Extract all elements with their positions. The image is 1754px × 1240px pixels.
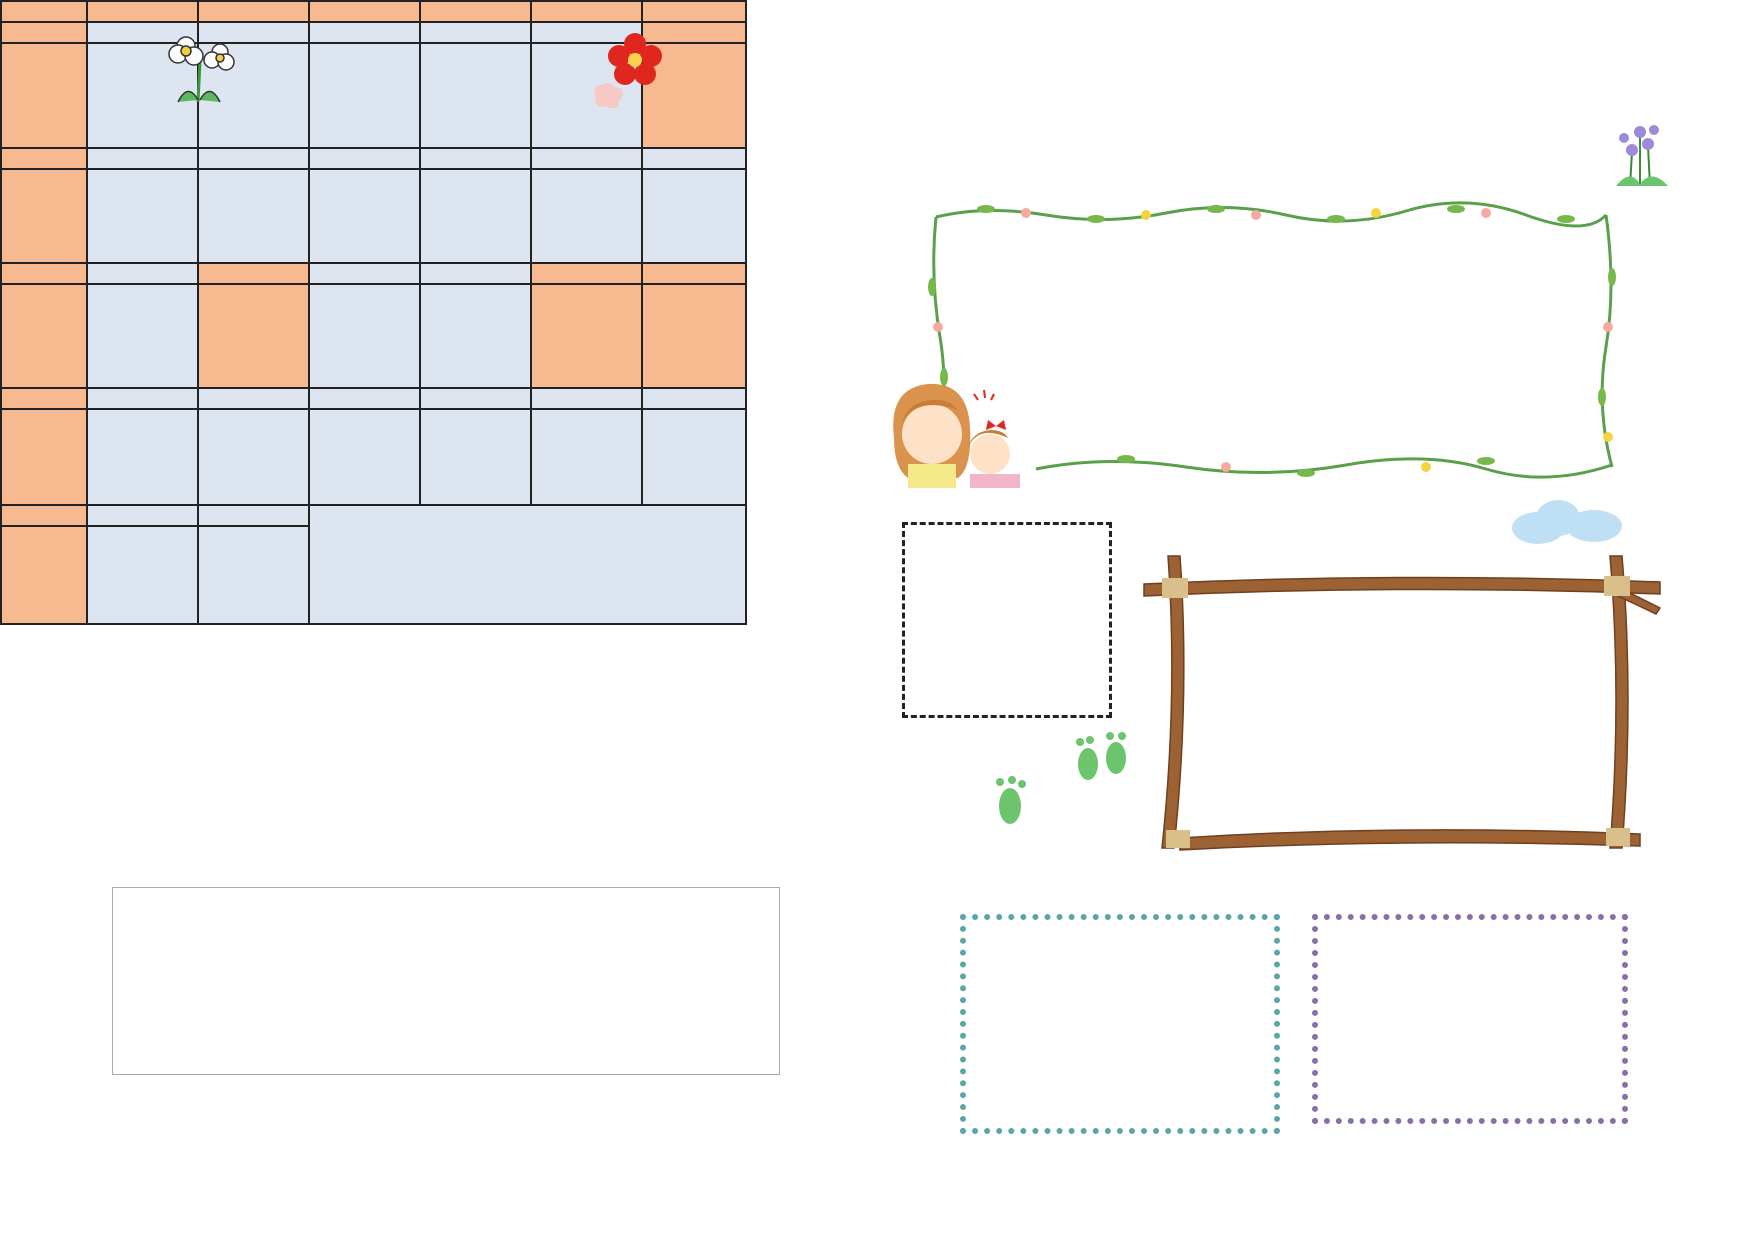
date-number <box>531 388 642 409</box>
footprint-icon <box>986 774 1036 830</box>
date-row <box>1 505 746 526</box>
day-cell <box>198 526 309 624</box>
day-cell <box>198 169 309 263</box>
day-cell <box>309 409 420 505</box>
cloud-icon <box>1508 498 1628 548</box>
weekday-label <box>309 1 420 22</box>
day-cell <box>642 169 746 263</box>
date-number <box>198 505 309 526</box>
date-number <box>642 388 746 409</box>
date-number <box>198 388 309 409</box>
sand-tools-box <box>902 522 1112 718</box>
day-cell <box>309 169 420 263</box>
date-number <box>87 148 198 169</box>
date-number <box>531 148 642 169</box>
day-cell-closed <box>1 409 87 505</box>
date-number <box>309 388 420 409</box>
date-row <box>1 263 746 284</box>
date-number <box>198 148 309 169</box>
day-cell <box>87 526 198 624</box>
date-number <box>1 388 87 409</box>
this-month-heading <box>1226 866 1302 897</box>
weekday-label <box>531 1 642 22</box>
day-cell-row <box>1 409 746 505</box>
date-number <box>309 263 420 284</box>
daffodil-icon <box>158 22 244 108</box>
date-number <box>531 263 642 284</box>
day-cell-closed <box>1 284 87 388</box>
weekday-label <box>198 1 309 22</box>
hours-info-box <box>309 505 746 624</box>
day-cell <box>420 169 531 263</box>
date-number <box>1 148 87 169</box>
wooden-frame <box>1140 548 1664 852</box>
day-cell <box>198 409 309 505</box>
day-cell-closed <box>642 284 746 388</box>
day-cell-closed <box>1 526 87 624</box>
date-number <box>420 148 531 169</box>
day-cell <box>87 284 198 388</box>
date-number <box>420 263 531 284</box>
day-cell <box>420 43 531 148</box>
date-number <box>87 263 198 284</box>
day-cell <box>87 409 198 505</box>
date-number <box>1 505 87 526</box>
day-cell <box>531 409 642 505</box>
day-cell-row <box>1 284 746 388</box>
day-cell <box>87 169 198 263</box>
day-cell <box>309 43 420 148</box>
day-cell <box>420 284 531 388</box>
violet-flower-icon <box>1610 116 1674 188</box>
date-number <box>420 388 531 409</box>
counselor-consultation-box <box>1312 914 1628 1124</box>
day-cell-row <box>1 169 746 263</box>
date-number <box>309 22 420 43</box>
new-plaza-info <box>1007 232 1567 252</box>
weekday-label <box>642 1 746 22</box>
date-number <box>642 148 746 169</box>
midwife-consultation-box <box>960 914 1280 1134</box>
mother-child-illustration <box>888 378 1028 490</box>
weekday-label <box>420 1 531 22</box>
plum-blossom-icon <box>590 28 670 108</box>
footprint-icon <box>1070 728 1134 790</box>
date-number <box>87 505 198 526</box>
day-cell-holiday <box>531 284 642 388</box>
date-number <box>87 388 198 409</box>
date-number <box>198 263 309 284</box>
day-cell-closed <box>1 169 87 263</box>
date-number <box>1 263 87 284</box>
date-row <box>1 148 746 169</box>
day-cell <box>420 409 531 505</box>
notice-box <box>112 887 780 1075</box>
weekday-label <box>1 1 87 22</box>
weekday-label <box>87 1 198 22</box>
date-number <box>420 22 531 43</box>
day-cell <box>309 284 420 388</box>
date-row <box>1 388 746 409</box>
day-cell-closed <box>1 43 87 148</box>
weekday-header-row <box>1 1 746 22</box>
day-cell <box>531 169 642 263</box>
date-number <box>642 263 746 284</box>
day-cell <box>642 409 746 505</box>
date-number <box>309 148 420 169</box>
day-cell-closed <box>198 284 309 388</box>
date-number <box>1 22 87 43</box>
